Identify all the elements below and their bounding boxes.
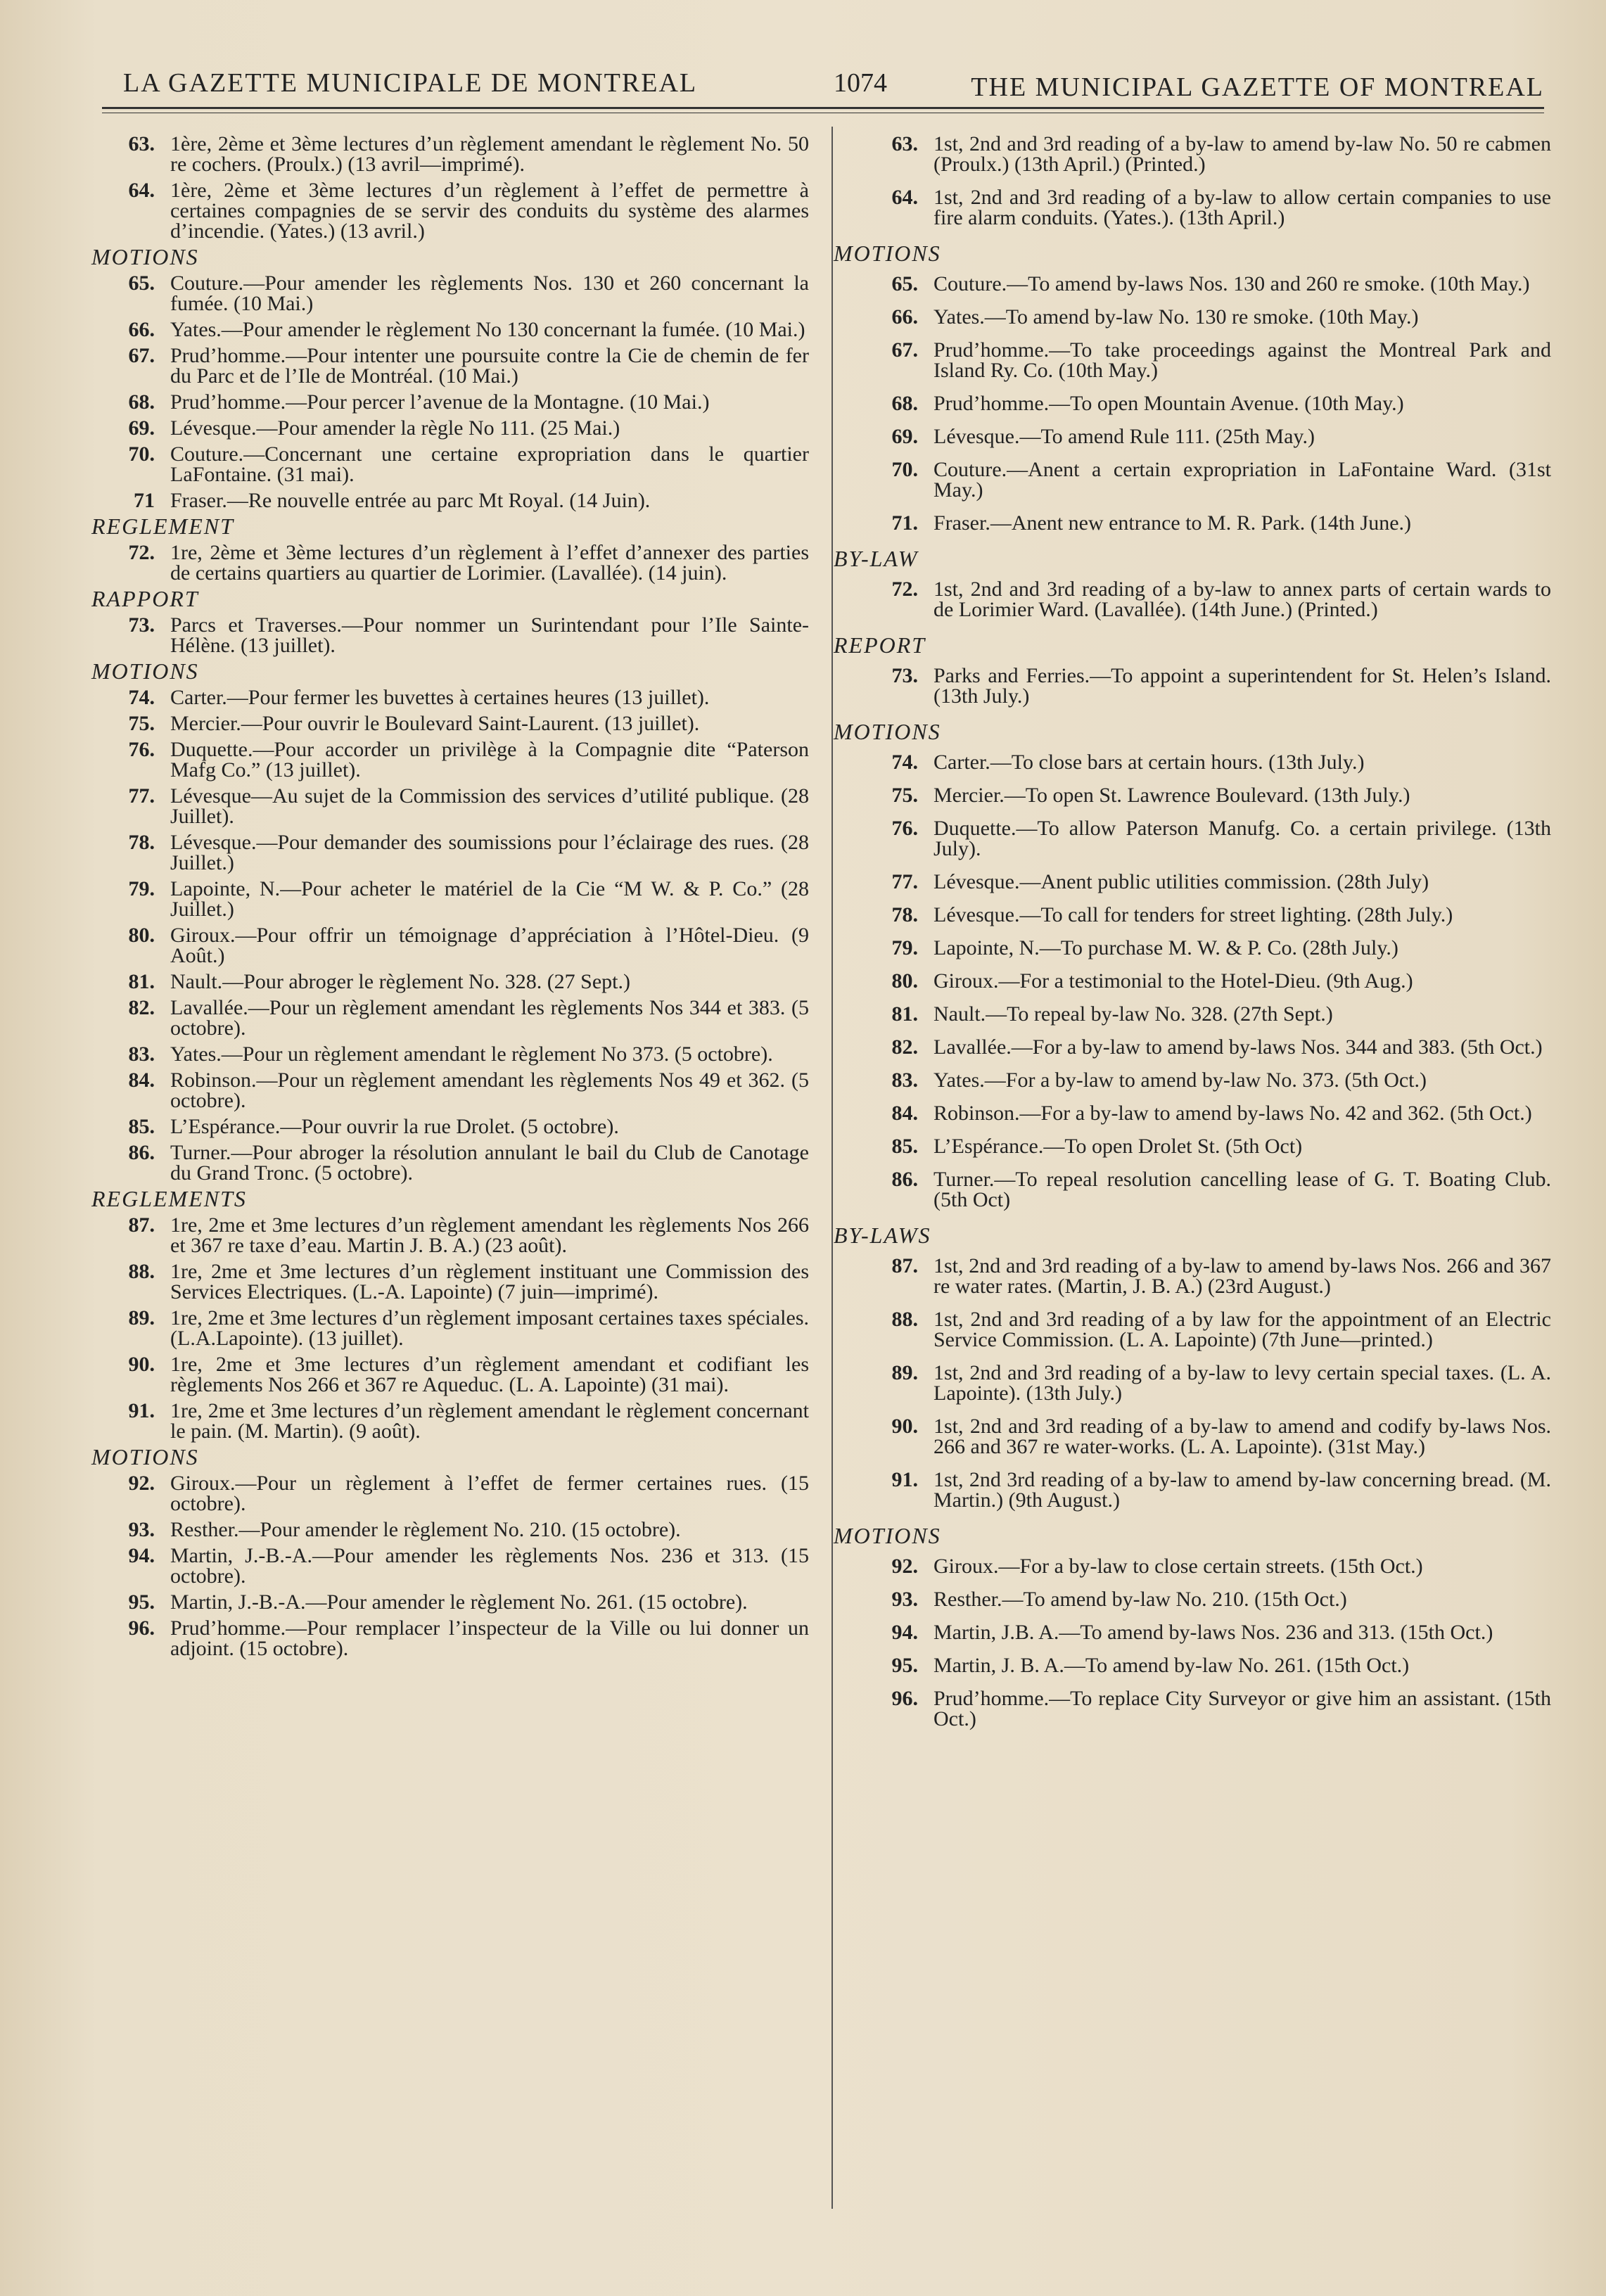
agenda-item <box>848 1655 1551 1676</box>
item-number: 73. <box>128 613 155 637</box>
agenda-item <box>848 1688 1551 1729</box>
item-number: 91. <box>891 1468 918 1491</box>
item-text: 1ère, 2ème et 3ème lectures d’un règlement à l’effet de permettre à certaines compagnies de se servir des conduits du système des alarmes d’incendie. (Yates.) (13 avril.) <box>170 179 809 243</box>
section-heading: MOTIONS <box>834 241 941 266</box>
item-text: Prud’homme.—To replace City Surveyor or give him an assistant. (15th Oct.) <box>933 1687 1551 1730</box>
item-text: Yates.—Pour amender le règlement No 130 concernant la fumée. (10 Mai.) <box>170 318 805 341</box>
item-number: 65. <box>891 272 918 295</box>
agenda-item <box>91 971 809 992</box>
agenda-item <box>848 340 1551 381</box>
item-number: 63. <box>891 132 918 155</box>
item-number: 90. <box>128 1353 155 1376</box>
item-text: Yates.—For a by-law to amend by-law No. 373. (5th Oct.) <box>933 1069 1427 1092</box>
item-text: Parks and Ferries.—To appoint a superintendent for St. Helen’s Island. (13th July.) <box>933 664 1551 708</box>
item-text: Nault.—Pour abroger le règlement No. 328. (27 Sept.) <box>170 970 631 993</box>
item-number: 75. <box>891 784 918 807</box>
agenda-item <box>91 273 809 314</box>
section-heading: REGLEMENT <box>91 514 234 539</box>
agenda-item <box>848 1004 1551 1024</box>
item-number: 85. <box>128 1115 155 1138</box>
item-text: 1st, 2nd and 3rd reading of a by-law to allow certain companies to use fire alarm conduits. (Yates.). (13th April.) <box>933 186 1551 229</box>
item-number: 80. <box>128 924 155 947</box>
item-text: Prud’homme.—Pour remplacer l’inspecteur de la Ville ou lui donner un adjoint. (15 octobre). <box>170 1616 809 1660</box>
agenda-item <box>91 687 809 708</box>
item-number: 77. <box>128 784 155 808</box>
agenda-item <box>91 319 809 340</box>
item-number: 81. <box>891 1002 918 1026</box>
item-text: Lévesque—Au sujet de la Commission des services d’utilité publique. (28 Juillet). <box>170 784 809 828</box>
item-number: 92. <box>128 1472 155 1495</box>
item-text: Mercier.—Pour ouvrir le Boulevard Saint-Laurent. (13 juillet). <box>170 712 700 735</box>
item-number: 81. <box>128 970 155 993</box>
item-text: Resther.—To amend by-law No. 210. (15th Oct.) <box>933 1588 1347 1611</box>
item-number: 89. <box>891 1361 918 1384</box>
item-text: Mercier.—To open St. Lawrence Boulevard. (13th July.) <box>933 784 1410 807</box>
item-number: 70. <box>891 458 918 481</box>
item-number: 66. <box>128 318 155 341</box>
agenda-item <box>91 1142 809 1183</box>
header-rule <box>102 107 1544 113</box>
item-number: 63. <box>128 132 155 155</box>
item-text: Lévesque.—Pour amender la règle No 111. (25 Mai.) <box>170 416 620 440</box>
item-number: 91. <box>128 1399 155 1422</box>
item-text: 1re, 2me et 3me lectures d’un règlement imposant certaines taxes spéciales. (L.A.Lapointe). (13 juillet). <box>170 1306 809 1350</box>
item-text: Turner.—Pour abroger la résolution annulant le bail du Club de Canotage du Grand Tronc. (5 octobre). <box>170 1141 809 1185</box>
item-number: 95. <box>891 1654 918 1677</box>
item-number: 82. <box>128 996 155 1019</box>
item-number: 74. <box>128 686 155 709</box>
item-number: 75. <box>128 712 155 735</box>
item-number: 86. <box>128 1141 155 1164</box>
item-text: 1re, 2me et 3me lectures d’un règlement amendant et codifiant les règlements Nos 266 et 367 re Aqueduc. (L. A. Lapointe) (31 mai). <box>170 1353 809 1396</box>
item-number: 69. <box>891 425 918 448</box>
item-text: Giroux.—Pour un règlement à l’effet de fermer certaines rues. (15 octobre). <box>170 1472 809 1515</box>
agenda-item <box>848 1416 1551 1457</box>
agenda-item <box>848 513 1551 533</box>
agenda-item <box>91 1519 809 1540</box>
item-text: Martin, J. B. A.—To amend by-law No. 261. (15th Oct.) <box>933 1654 1410 1677</box>
item-text: Robinson.—Pour un règlement amendant les règlements Nos 49 et 362. (5 octobre). <box>170 1069 809 1112</box>
item-number: 94. <box>891 1621 918 1644</box>
item-number: 86. <box>891 1168 918 1191</box>
item-text: Martin, J.B. A.—To amend by-laws Nos. 236 and 313. (15th Oct.) <box>933 1621 1493 1644</box>
agenda-item <box>91 713 809 734</box>
agenda-item <box>848 274 1551 294</box>
item-text: 1st, 2nd and 3rd reading of a by-law to levy certain special taxes. (L. A. Lapointe). (13th July.) <box>933 1361 1551 1405</box>
agenda-item <box>91 1308 809 1348</box>
item-number: 90. <box>891 1415 918 1438</box>
item-text: 1st, 2nd and 3rd reading of a by-law to annex parts of certain wards to de Lorimier Ward. (Lavallée). (14th June.) (Printed.) <box>933 578 1551 621</box>
agenda-item <box>91 879 809 919</box>
section-heading: REPORT <box>834 632 926 658</box>
item-text: Prud’homme.—To take proceedings against the Montreal Park and Island Ry. Co. (10th May.) <box>933 338 1551 382</box>
item-text: 1st, 2nd 3rd reading of a by-law to amend by-law concerning bread. (M. Martin.) (9th August.) <box>933 1468 1551 1512</box>
agenda-item <box>848 579 1551 620</box>
item-number: 88. <box>128 1260 155 1283</box>
section-heading: REGLEMENTS <box>91 1186 247 1211</box>
agenda-item <box>848 1556 1551 1576</box>
item-text: Yates.—Pour un règlement amendant le règlement No 373. (5 octobre). <box>170 1042 773 1066</box>
agenda-item <box>848 307 1551 327</box>
item-number: 76. <box>128 738 155 761</box>
agenda-item <box>848 1309 1551 1350</box>
agenda-item <box>91 1261 809 1302</box>
agenda-item <box>848 1070 1551 1090</box>
item-text: Lévesque.—Anent public utilities commission. (28th July) <box>933 870 1429 893</box>
item-text: Prud’homme.—To open Mountain Avenue. (10th May.) <box>933 392 1404 415</box>
item-text: 1re, 2ème et 3ème lectures d’un règlement à l’effet d’annexer des parties de certains quartiers au quartier de Lorimier. (Lavallée). (14 juin). <box>170 541 809 585</box>
agenda-item <box>848 1136 1551 1156</box>
item-text: Martin, J.-B.-A.—Pour amender le règlement No. 261. (15 octobre). <box>170 1590 748 1614</box>
item-number: 68. <box>128 390 155 414</box>
agenda-item <box>91 1545 809 1586</box>
item-number: 83. <box>128 1042 155 1066</box>
item-number: 85. <box>891 1135 918 1158</box>
item-text: Lévesque.—Pour demander des soumissions pour l’éclairage des rues. (28 Juillet.) <box>170 831 809 874</box>
agenda-item <box>91 418 809 438</box>
item-text: Carter.—Pour fermer les buvettes à certaines heures (13 juillet). <box>170 686 710 709</box>
item-number: 68. <box>891 392 918 415</box>
item-number: 96. <box>891 1687 918 1710</box>
agenda-item <box>91 1116 809 1137</box>
item-text: Nault.—To repeal by-law No. 328. (27th Sept.) <box>933 1002 1333 1026</box>
agenda-item <box>91 490 809 511</box>
agenda-item <box>91 786 809 827</box>
section-heading: MOTIONS <box>834 719 941 744</box>
item-number: 82. <box>891 1035 918 1059</box>
item-text: 1st, 2nd and 3rd reading of a by law for the appointment of an Electric Service Commission. (L. A. Lapointe) (7th June—printed.) <box>933 1308 1551 1351</box>
english-column <box>834 132 1551 1742</box>
item-number: 95. <box>128 1590 155 1614</box>
item-number: 94. <box>128 1544 155 1567</box>
agenda-item <box>848 1622 1551 1643</box>
item-text: Turner.—To repeal resolution cancelling lease of G. T. Boating Club. (5th Oct) <box>933 1168 1551 1211</box>
agenda-item <box>91 180 809 241</box>
agenda-item <box>91 1354 809 1395</box>
agenda-item <box>91 392 809 412</box>
item-number: 67. <box>128 344 155 367</box>
item-text: Fraser.—Re nouvelle entrée au parc Mt Royal. (14 Juin). <box>170 489 651 512</box>
agenda-item <box>91 1592 809 1612</box>
item-number: 87. <box>128 1213 155 1237</box>
section-heading: MOTIONS <box>91 244 199 269</box>
item-text: Resther.—Pour amender le règlement No. 210. (15 octobre). <box>170 1518 681 1541</box>
item-text: Lévesque.—To call for tenders for street lighting. (28th July.) <box>933 903 1453 926</box>
page-header <box>123 68 1544 103</box>
agenda-item <box>848 665 1551 706</box>
item-text: Prud’homme.—Pour intenter une poursuite contre la Cie de chemin de fer du Parc et de l’Ile de Montréal. (10 Mai.) <box>170 344 809 388</box>
agenda-item <box>848 1103 1551 1123</box>
item-number: 96. <box>128 1616 155 1640</box>
header-french-title: LA GAZETTE MUNICIPALE DE MONTREAL <box>123 68 698 98</box>
item-number: 77. <box>891 870 918 893</box>
item-number: 71 <box>134 489 155 512</box>
item-number: 79. <box>891 936 918 959</box>
item-text: 1st, 2nd and 3rd reading of a by-law to amend by-laws Nos. 266 and 367 re water rates. (Martin, J. B. A.) (23rd August.) <box>933 1254 1551 1298</box>
agenda-item <box>91 1044 809 1064</box>
agenda-item <box>91 739 809 780</box>
item-text: L’Espérance.—Pour ouvrir la rue Drolet. (5 octobre). <box>170 1115 619 1138</box>
section-heading: BY-LAWS <box>834 1223 931 1248</box>
item-text: Giroux.—For a testimonial to the Hotel-Dieu. (9th Aug.) <box>933 969 1413 993</box>
item-text: Martin, J.-B.-A.—Pour amender les règlements Nos. 236 et 313. (15 octobre). <box>170 1544 809 1588</box>
item-text: 1ère, 2ème et 3ème lectures d’un règlement amendant le règlement No. 50 re cochers. (Proulx.) (13 avril—imprimé). <box>170 132 809 176</box>
agenda-item <box>848 426 1551 447</box>
item-text: 1st, 2nd and 3rd reading of a by-law to amend by-law No. 50 re cabmen (Proulx.) (13th April.) (Printed.) <box>933 132 1551 176</box>
item-number: 93. <box>891 1588 918 1611</box>
agenda-item <box>848 1037 1551 1057</box>
section-heading: MOTIONS <box>91 1444 199 1469</box>
item-text: Giroux.—For a by-law to close certain streets. (15th Oct.) <box>933 1555 1423 1578</box>
agenda-item <box>848 187 1551 228</box>
agenda-item <box>91 615 809 656</box>
item-text: 1st, 2nd and 3rd reading of a by-law to amend and codify by-laws Nos. 266 and 367 re water-works. (L. A. Lapointe). (31st May.) <box>933 1415 1551 1458</box>
item-text: Lévesque.—To amend Rule 111. (25th May.) <box>933 425 1315 448</box>
agenda-item <box>848 1363 1551 1403</box>
item-text: 1re, 2me et 3me lectures d’un règlement amendant les règlements Nos 266 et 367 re taxe d’eau. Martin J. B. A.) (23 août). <box>170 1213 809 1257</box>
item-number: 89. <box>128 1306 155 1329</box>
section-heading: MOTIONS <box>834 1523 941 1548</box>
agenda-item <box>848 134 1551 174</box>
item-number: 70. <box>128 442 155 466</box>
header-english-title: THE MUNICIPAL GAZETTE OF MONTREAL <box>971 72 1544 102</box>
item-number: 76. <box>891 817 918 840</box>
item-number: 80. <box>891 969 918 993</box>
agenda-item <box>91 925 809 966</box>
item-text: Couture.—Pour amender les règlements Nos. 130 et 260 concernant la fumée. (10 Mai.) <box>170 272 809 315</box>
item-number: 73. <box>891 664 918 687</box>
item-number: 92. <box>891 1555 918 1578</box>
item-number: 65. <box>128 272 155 295</box>
item-text: Couture.—Anent a certain expropriation in LaFontaine Ward. (31st May.) <box>933 458 1551 502</box>
item-text: Carter.—To close bars at certain hours. (13th July.) <box>933 751 1365 774</box>
item-number: 79. <box>128 877 155 900</box>
item-text: Lavallée.—Pour un règlement amendant les règlements Nos 344 et 383. (5 octobre). <box>170 996 809 1040</box>
agenda-item <box>848 1256 1551 1296</box>
item-text: 1re, 2me et 3me lectures d’un règlement instituant une Commission des Services Electriques. (L.-A. Lapointe) (7 juin—imprimé). <box>170 1260 809 1303</box>
item-number: 72. <box>128 541 155 564</box>
agenda-item <box>91 1618 809 1659</box>
item-number: 74. <box>891 751 918 774</box>
agenda-item <box>848 1169 1551 1210</box>
agenda-item <box>848 1469 1551 1510</box>
item-text: 1re, 2me et 3me lectures d’un règlement amendant le règlement concernant le pain. (M. Martin). (9 août). <box>170 1399 809 1443</box>
section-heading: RAPPORT <box>91 586 199 611</box>
item-number: 64. <box>128 179 155 202</box>
agenda-item <box>91 1070 809 1111</box>
item-text: Robinson.—For a by-law to amend by-laws No. 42 and 362. (5th Oct.) <box>933 1102 1532 1125</box>
agenda-item <box>848 459 1551 500</box>
agenda-item <box>848 1589 1551 1609</box>
item-number: 88. <box>891 1308 918 1331</box>
agenda-item <box>848 971 1551 991</box>
item-text: Prud’homme.—Pour percer l’avenue de la Montagne. (10 Mai.) <box>170 390 710 414</box>
french-column <box>91 134 809 1664</box>
agenda-item <box>91 832 809 873</box>
item-text: Yates.—To amend by-law No. 130 re smoke. (10th May.) <box>933 305 1419 329</box>
item-number: 78. <box>128 831 155 854</box>
item-number: 69. <box>128 416 155 440</box>
item-text: Lapointe, N.—To purchase M. W. & P. Co. (28th July.) <box>933 936 1398 959</box>
item-number: 72. <box>891 578 918 601</box>
agenda-item <box>91 1215 809 1256</box>
item-text: Lavallée.—For a by-law to amend by-laws Nos. 344 and 383. (5th Oct.) <box>933 1035 1543 1059</box>
item-text: Couture.—Concernant une certaine expropriation dans le quartier LaFontaine. (31 mai). <box>170 442 809 486</box>
agenda-item <box>848 905 1551 925</box>
page-number: 1074 <box>834 68 887 98</box>
item-text: L’Espérance.—To open Drolet St. (5th Oct) <box>933 1135 1303 1158</box>
item-number: 84. <box>891 1102 918 1125</box>
agenda-item <box>848 818 1551 859</box>
item-number: 67. <box>891 338 918 362</box>
item-text: Couture.—To amend by-laws Nos. 130 and 260 re smoke. (10th May.) <box>933 272 1530 295</box>
agenda-item <box>91 1473 809 1514</box>
item-number: 87. <box>891 1254 918 1277</box>
item-number: 66. <box>891 305 918 329</box>
agenda-item <box>91 134 809 174</box>
agenda-item <box>848 938 1551 958</box>
section-heading: MOTIONS <box>91 658 199 684</box>
section-heading: BY-LAW <box>834 546 919 571</box>
agenda-item <box>91 444 809 485</box>
agenda-item <box>848 872 1551 892</box>
item-text: Lapointe, N.—Pour acheter le matériel de la Cie “M W. & P. Co.” (28 Juillet.) <box>170 877 809 921</box>
item-text: Parcs et Traverses.—Pour nommer un Surintendant pour l’Ile Sainte-Hélène. (13 juillet). <box>170 613 809 657</box>
agenda-item <box>91 1401 809 1441</box>
item-text: Fraser.—Anent new entrance to M. R. Park. (14th June.) <box>933 511 1412 535</box>
agenda-item <box>91 542 809 583</box>
agenda-item <box>848 752 1551 772</box>
agenda-item <box>91 997 809 1038</box>
item-number: 93. <box>128 1518 155 1541</box>
agenda-item <box>91 345 809 386</box>
item-number: 78. <box>891 903 918 926</box>
column-divider <box>831 127 833 2209</box>
item-number: 71. <box>891 511 918 535</box>
item-text: Duquette.—To allow Paterson Manufg. Co. a certain privilege. (13th July). <box>933 817 1551 860</box>
item-text: Giroux.—Pour offrir un témoignage d’appréciation à l’Hôtel-Dieu. (9 Août.) <box>170 924 809 967</box>
item-number: 84. <box>128 1069 155 1092</box>
item-number: 64. <box>891 186 918 209</box>
item-text: Duquette.—Pour accorder un privilège à la Compagnie dite “Paterson Mafg Co.” (13 juillet). <box>170 738 809 782</box>
item-number: 83. <box>891 1069 918 1092</box>
agenda-item <box>848 785 1551 805</box>
agenda-item <box>848 393 1551 414</box>
